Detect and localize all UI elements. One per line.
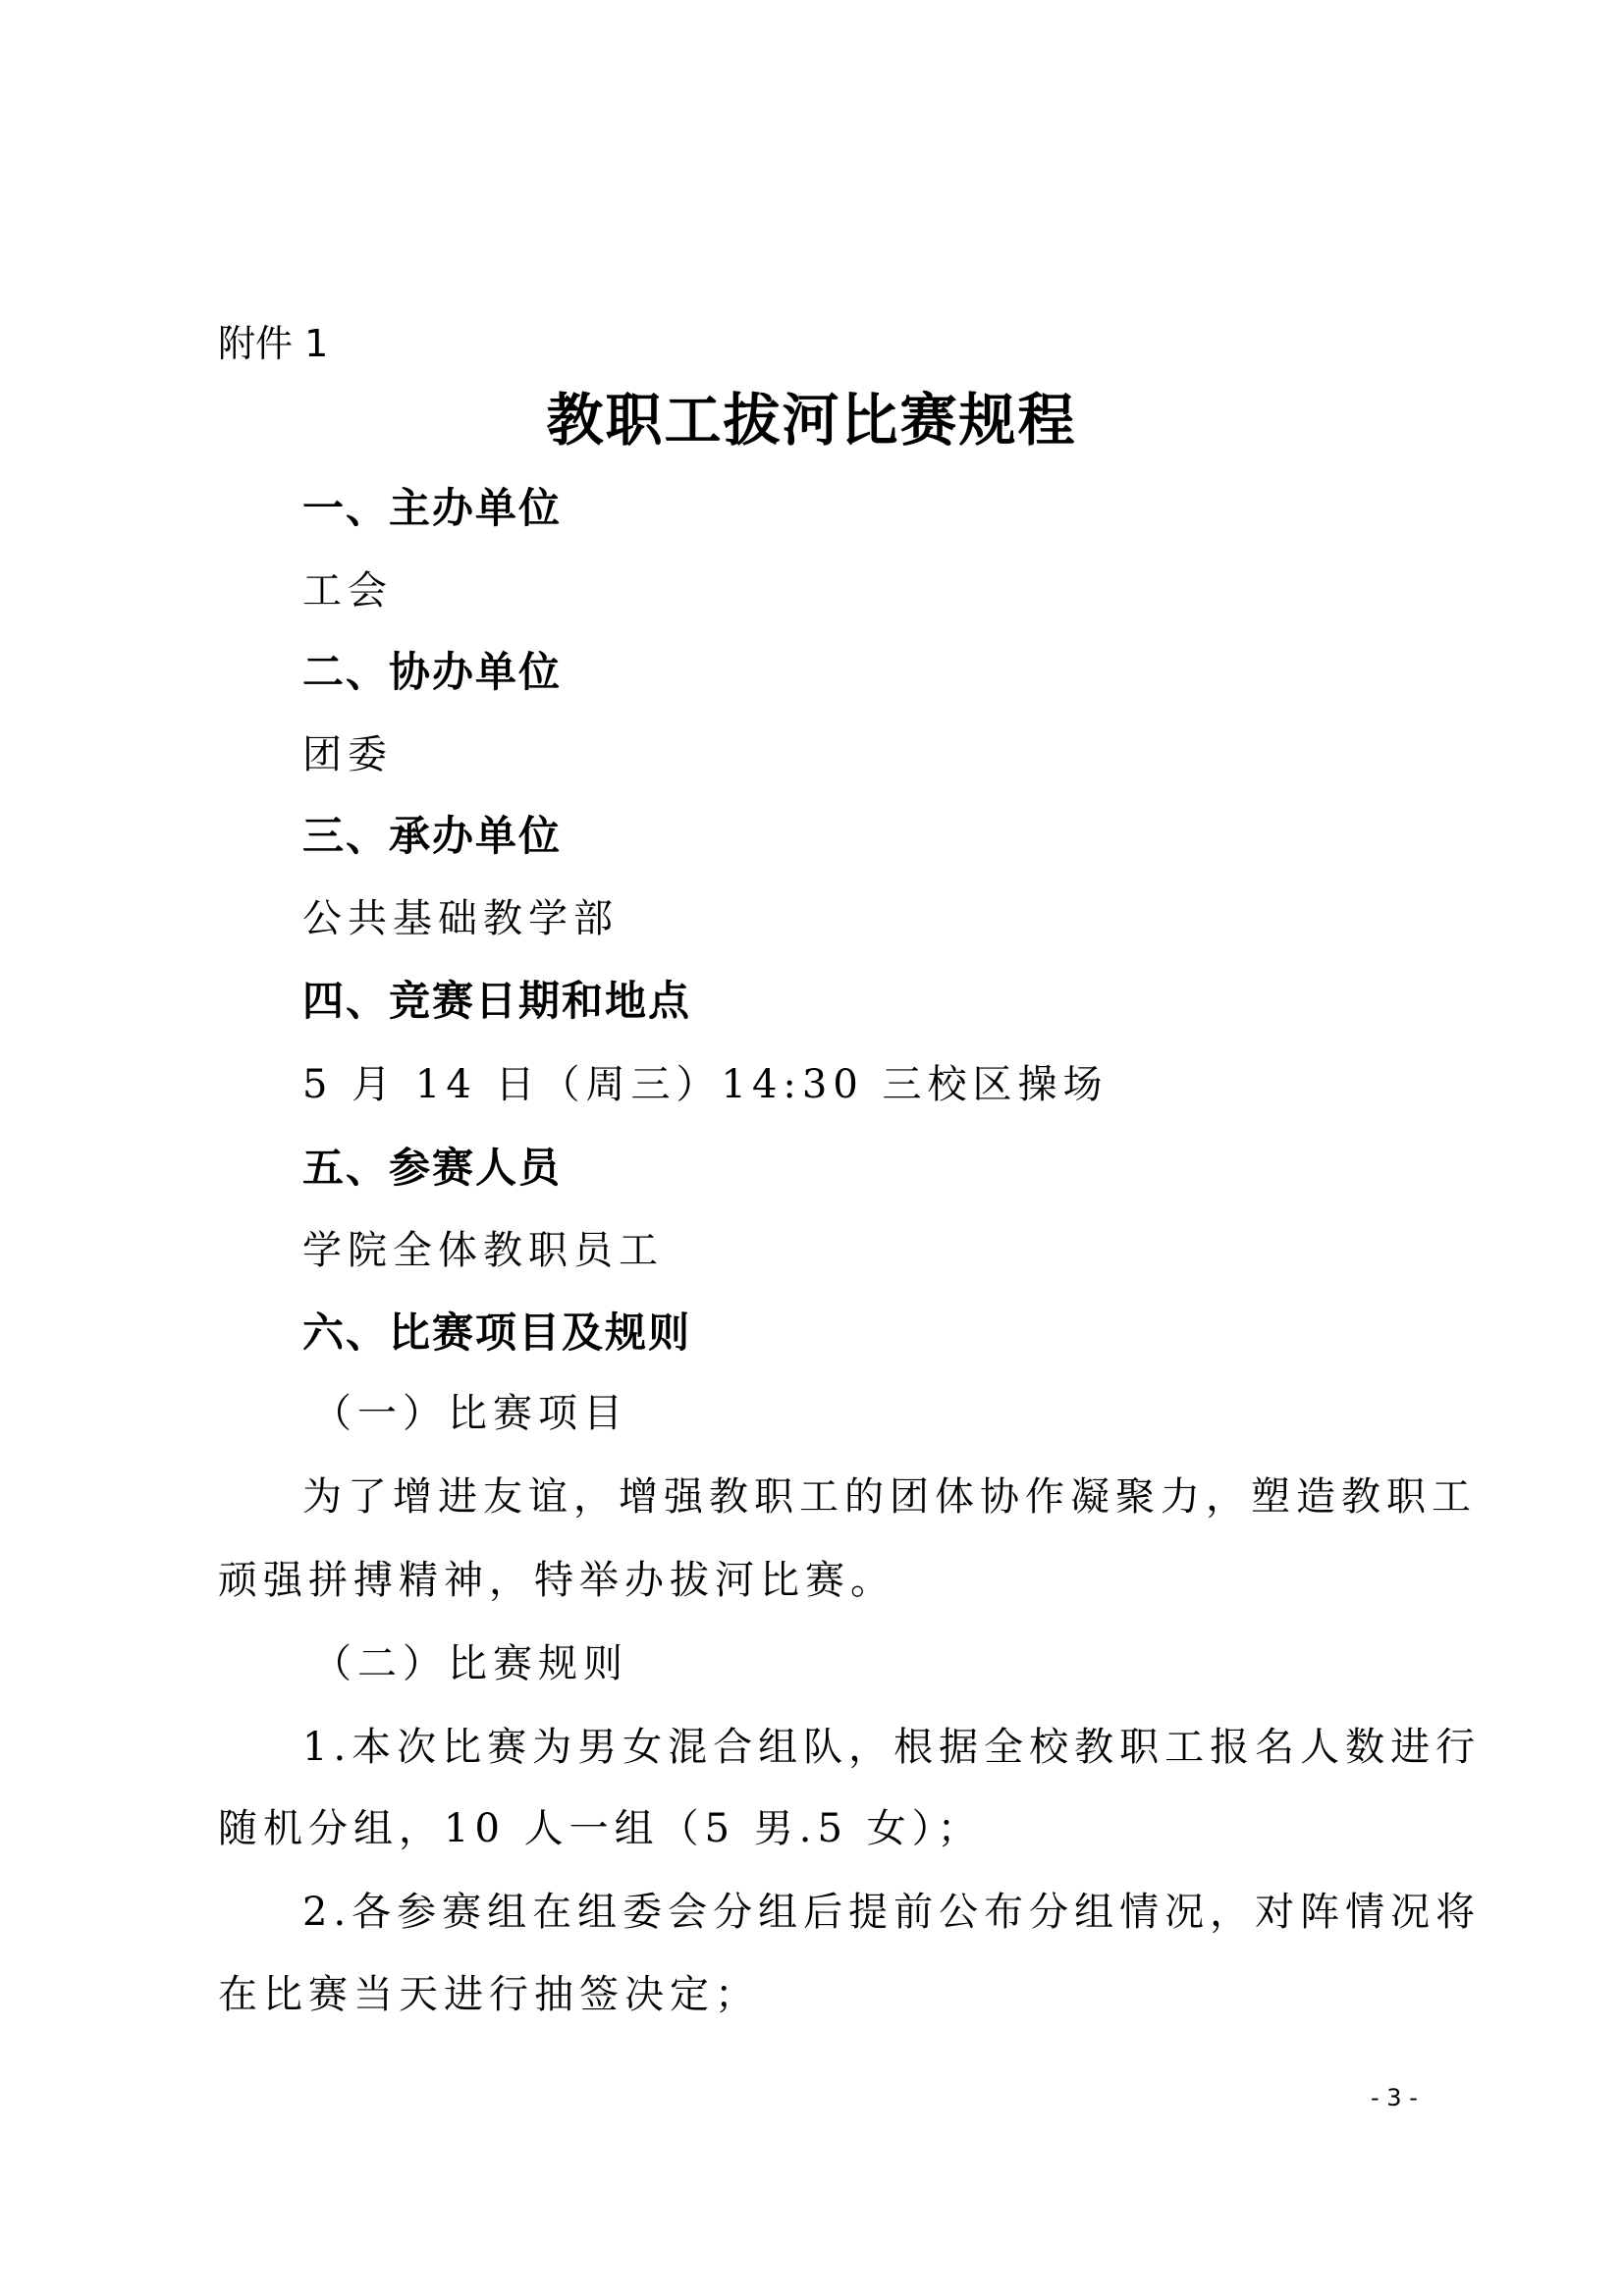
events-paragraph-line-2: 顽强拼搏精神，特举办拔河比赛。 bbox=[218, 1558, 895, 1603]
rule-2-line-2: 在比赛当天进行抽签决定； bbox=[218, 1972, 760, 2017]
section-content-organizer: 公共基础教学部 bbox=[302, 896, 619, 941]
subheading-events: （一）比赛项目 bbox=[312, 1391, 628, 1436]
document-title: 教职工拔河比赛规程 bbox=[546, 387, 1077, 454]
section-content-date-location: 5 月 14 日（周三）14:30 三校区操场 bbox=[302, 1062, 1109, 1107]
section-heading-co-host: 二、协办单位 bbox=[302, 648, 563, 696]
section-heading-host: 一、主办单位 bbox=[302, 484, 563, 532]
section-heading-date-location: 四、竞赛日期和地点 bbox=[302, 977, 692, 1025]
rule-2-line-1: 2.各参赛组在组委会分组后提前公布分组情况，对阵情况将 bbox=[302, 1890, 1482, 1935]
rule-1-line-2: 随机分组，10 人一组（5 男.5 女）； bbox=[218, 1806, 983, 1851]
events-paragraph-line-1: 为了增进友谊，增强教职工的团体协作凝聚力，塑造教职工 bbox=[302, 1474, 1477, 1520]
section-content-host: 工会 bbox=[302, 568, 393, 614]
section-content-participants: 学院全体教职员工 bbox=[302, 1228, 664, 1273]
section-heading-participants: 五、参赛人员 bbox=[302, 1144, 563, 1192]
subheading-rules: （二）比赛规则 bbox=[312, 1641, 628, 1686]
section-heading-organizer: 三、承办单位 bbox=[302, 812, 563, 860]
section-heading-events-rules: 六、比赛项目及规则 bbox=[302, 1308, 692, 1357]
rule-1-line-1: 1.本次比赛为男女混合组队，根据全校教职工报名人数进行 bbox=[302, 1725, 1482, 1770]
attachment-label: 附件 1 bbox=[218, 322, 329, 365]
section-content-co-host: 团委 bbox=[302, 732, 393, 777]
page-number: - 3 - bbox=[1371, 2084, 1418, 2111]
